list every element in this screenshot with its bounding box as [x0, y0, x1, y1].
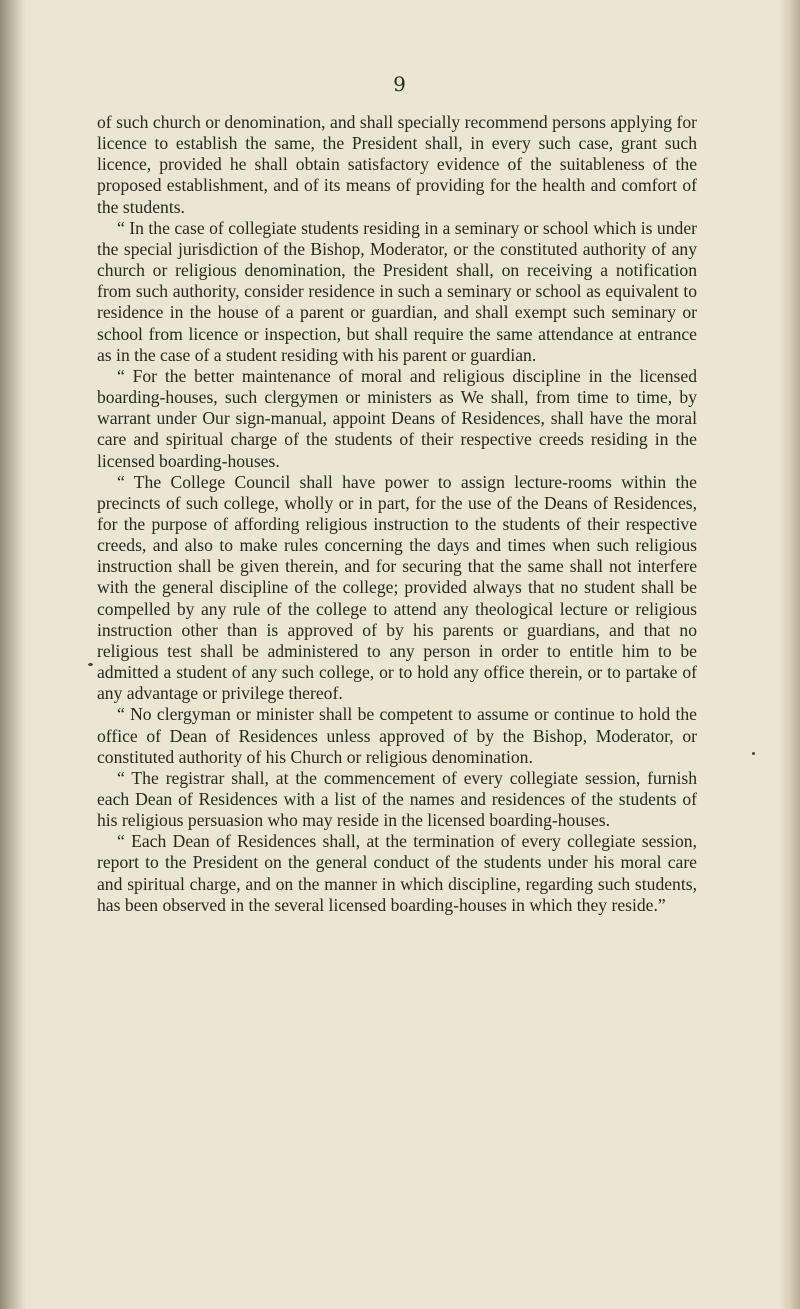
print-speck	[752, 752, 755, 755]
paragraph: “ Each Dean of Residences shall, at the termination of every collegiate session, report to the President on the general conduct of the students under his moral care and spiritual charge, and on the manner in which discipline, regarding such students, has been observed in the several licensed boarding-houses in which they reside.”	[97, 831, 697, 915]
page-number: 9	[393, 72, 407, 96]
paragraph: “ For the better maintenance of moral and religious discipline in the licensed boarding-houses, such clergymen or ministers as We shall, from time to time, by warrant under Our sign-manual, appoint Deans of Residences, shall have the moral care and spiritual charge of the students of their respective creeds residing in the licensed boarding-houses.	[97, 365, 697, 471]
body-text	[97, 112, 697, 916]
paragraph: “ No clergyman or minister shall be competent to assume or continue to hold the office of Dean of Residences unless approved of by the Bishop, Moderator, or constituted authority of his Church or religious denomination.	[97, 704, 697, 767]
paragraph: of such church or denomination, and shall specially recommend persons applying for licence to establish the same, the President shall, in every such case, grant such licence, provided he shall obtain satisfactory evidence of the suitableness of the proposed establishment, and of its means of providing for the health and comfort of the students.	[97, 112, 697, 217]
paragraph: “ The registrar shall, at the commencement of every collegiate session, furnish each Dean of Residences with a list of the names and residences of the students of his religious persuasion who may reside in the licensed boarding-houses.	[97, 767, 697, 831]
paragraph: “ The College Council shall have power to assign lecture-rooms within the precincts of such college, wholly or in part, for the use of the Deans of Residences, for the purpose of affording religious instruction to the students of their respective creeds, and also to make rules concerning the days and times when such religious instruction shall be given therein, and for securing that the same shall not interfere with the general discipline of the college; provided always that no student shall be compelled by any rule of the college to attend any theological lecture or religious instruction other than is approved of by his parents or guardians, and that no religious test shall be administered to any person in order to entitle him to be admitted a student of any such college, or to hold any office therein, or to partake of any advantage or privilege thereof.	[97, 471, 697, 704]
print-speck	[88, 663, 93, 666]
paragraph: “ In the case of collegiate students residing in a seminary or school which is under the special jurisdiction of the Bishop, Moderator, or the constituted authority of any church or religious denomination, the President shall, on receiving a notification from such authority, consider residence in such a seminary or school as equivalent to residence in the house of a parent or guardian, and shall exempt such seminary or school from licence or inspection, but shall require the same attendance at entrance as in the case of a student residing with his parent or guardian.	[97, 217, 697, 365]
